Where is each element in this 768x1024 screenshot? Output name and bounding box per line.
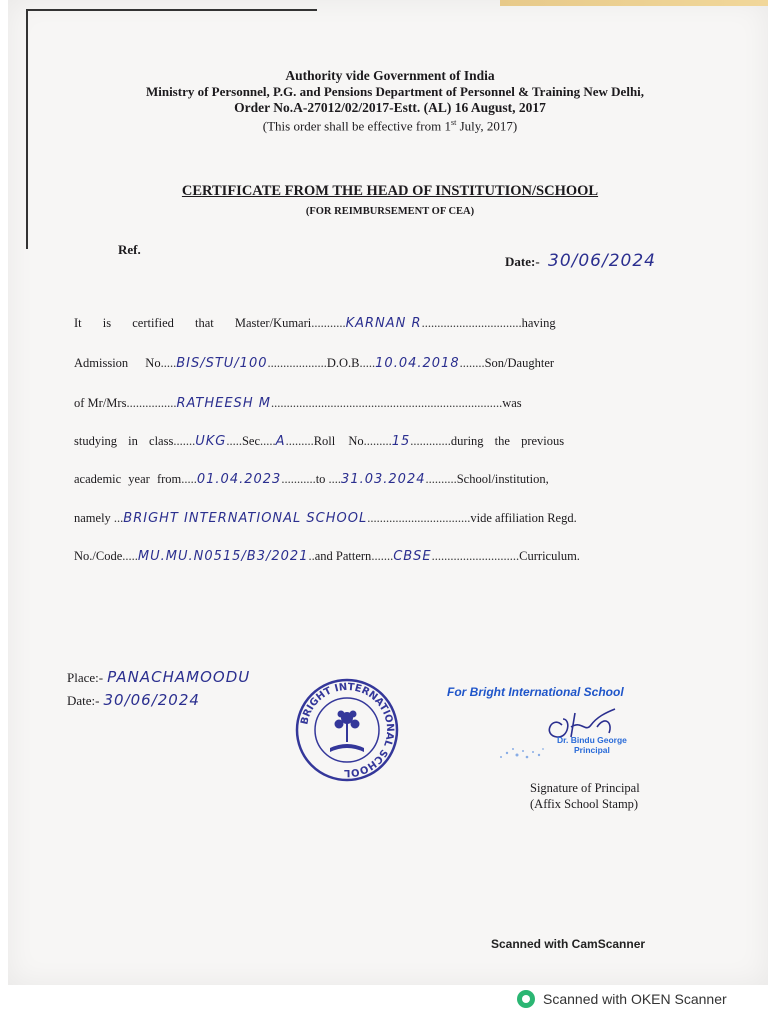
stamp-ring-text: BRIGHT INTERNATIONAL SCHOOL (299, 681, 396, 779)
body-line-2: Admission No.....BIS/STU/100...................D.O.B.....10.04.2018........Son/Daughter (74, 356, 555, 371)
header-effective: (This order shall be effective from 1st July, 2017) (262, 118, 518, 134)
text-to: to (315, 472, 326, 486)
school-name: BRIGHT INTERNATIONAL SCHOOL (123, 511, 368, 526)
principal-name-line: Dr. Bindu George (557, 735, 627, 745)
student-name: KARNAN R (345, 316, 422, 331)
text-dob: D.O.B (326, 356, 360, 370)
dob-value: 10.04.2018 (375, 356, 460, 371)
text-curriculum: Curriculum. (519, 549, 580, 563)
text-pattern: and Pattern (314, 549, 372, 563)
place-date-block (67, 666, 250, 712)
certificate-paper (8, 0, 768, 985)
signature-label (530, 780, 640, 812)
text-sec: Sec (241, 434, 261, 448)
text-during: during the previous (450, 434, 565, 448)
border-line-left (26, 9, 28, 249)
oken-scanner-watermark (517, 990, 727, 1008)
school-stamp (284, 678, 410, 782)
body-line-4: studying in class.......UKG.....Sec.....A.........Roll No.........15.............during the previous (74, 434, 565, 449)
place-value: PANACHAMOODU (107, 668, 251, 686)
date-label-bottom: Date:- (67, 693, 100, 708)
header-authority: Authority vide Government of India (285, 68, 495, 83)
header-ministry: Ministry of Personnel, P.G. and Pensions Department of Personnel & Training New Delhi, (145, 84, 645, 99)
from-date: 01.04.2023 (196, 472, 282, 487)
text-namely: namely (74, 511, 111, 525)
pattern-value: CBSE (393, 549, 432, 564)
body-line-3: of Mr/Mrs................RATHEESH M..........................................................................was (74, 396, 522, 411)
certificate-subtitle: (FOR REIMBURSEMENT OF CEA) (305, 206, 475, 217)
certificate-title: CERTIFICATE FROM THE HEAD OF INSTITUTION/SCHOOL (181, 183, 599, 199)
class-value: UKG (195, 434, 227, 449)
header-order: Order No.A-27012/02/2017-Estt. (AL) 16 August, 2017 (234, 100, 546, 115)
date-value-top: 30/06/2024 (548, 251, 656, 271)
text-academic: academic year from (74, 472, 182, 486)
signature-label-line2: (Affix School Stamp) (530, 797, 639, 811)
oken-logo-icon (517, 990, 535, 1008)
parent-name: RATHEESH M (176, 396, 271, 411)
camscanner-watermark: Scanned with CamScanner (491, 937, 646, 951)
body-line-1: It is certified that Master/Kumari...........KARNAN R................................having (74, 316, 556, 331)
body-line-6: namely ...BRIGHT INTERNATIONAL SCHOOL.................................vide affiliation Regd. (74, 511, 577, 526)
place-label: Place:- (67, 670, 104, 685)
section-value: A (275, 434, 286, 449)
text-son-daughter: Son/Daughter (484, 356, 555, 370)
date-label-top: Date:- (505, 254, 540, 269)
principal-signature-block (447, 685, 662, 775)
text-of-mr: of Mr/Mrs (74, 396, 127, 410)
roll-no-value: 15 (391, 434, 411, 449)
school-sign-name: For Bright International School (447, 685, 624, 699)
text-studying: studying in class (74, 434, 174, 448)
principal-name (557, 735, 627, 755)
affiliation-code: MU.MU.N0515/B3/2021 (137, 549, 309, 564)
tape-strip (500, 0, 768, 6)
text-school-institution: School/institution, (456, 472, 549, 486)
text-no-code: No./Code (74, 549, 123, 563)
ref-label: Ref. (118, 242, 141, 257)
signature-label-line1: Signature of Principal (530, 781, 640, 795)
date-value-bottom: 30/06/2024 (103, 691, 200, 709)
body-line-7: No./Code.....MU.MU.N0515/B3/2021..and Pattern.......CBSE............................Curriculum. (74, 549, 580, 564)
border-line-top (27, 9, 317, 11)
admission-no: BIS/STU/100 (176, 356, 268, 371)
text-admission: Admission No (74, 356, 161, 370)
to-date: 31.03.2024 (341, 472, 426, 487)
principal-title-line: Principal (574, 745, 610, 755)
text-having: having (521, 316, 556, 330)
body-line-5: academic year from.....01.04.2023...........to ....31.03.2024..........School/institution, (74, 472, 549, 487)
text-roll: Roll No (313, 434, 364, 448)
text-was: was (502, 396, 522, 410)
text-affiliation: vide affiliation Regd. (470, 511, 577, 525)
oken-watermark-text: Scanned with OKEN Scanner (543, 991, 727, 1007)
text-certified: It is certified that Master/Kumari (74, 316, 312, 330)
